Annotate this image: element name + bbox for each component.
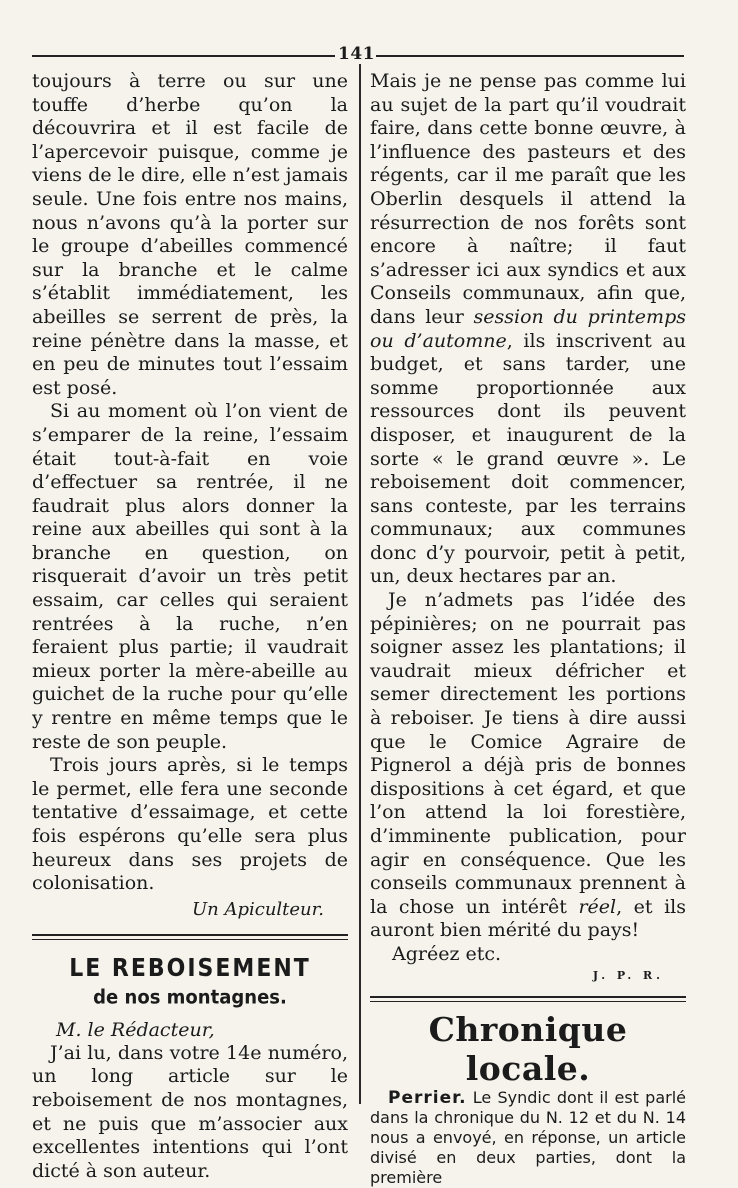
text-run: Le Syndic dont il est parlé dans la chronique du N. 12 et du N. 14 nous a envoyé, en réponse, un article divisé en deux parties, dont la première <box>370 1087 686 1187</box>
chronique-title: Chronique locale. <box>428 1009 628 1088</box>
letter-paragraph: J’ai lu, dans votre 14e numéro, un long article sur le reboisement de nos montagnes, et ne puis que m’associer aux excellentes intentions qui l’ont dicté à son auteur. <box>32 1041 348 1182</box>
chronique-paragraph <box>370 1088 686 1188</box>
page-number: 141 <box>338 44 375 64</box>
section-title: LE REBOISEMENT <box>69 953 311 983</box>
article-paragraph: Si au moment où l’on vient de s’emparer de la reine, l’essaim était tout-à-fait en voie d’effectuer sa rentrée, il ne faudrait plus alors donner la reine aux abeilles qui sont à la branche en question, on risquerait d’avoir un très petit essaim, car celles qui seraient rentrées à la ruche, n’en feraient plus partie; il vaudrait mieux porter la mère-abeille au guichet de la ruche pour qu’elle y rentre en même temps que le reste de son peuple. <box>32 400 348 753</box>
letter-initials: J. P. R. <box>592 968 664 982</box>
letter-paragraph <box>370 589 686 943</box>
letter-salutation: M. le Rédacteur, <box>56 1018 215 1041</box>
article-signature: Un Apiculteur. <box>191 898 324 920</box>
column-divider <box>359 64 361 1104</box>
article-paragraph: Trois jours après, si le temps le permet, elle fera une seconde tentative d’essaimage, et cette fois espérons qu’elle sera plus heureux dans ses projets de colonisation. <box>32 754 348 895</box>
article-paragraph: toujours à terre ou sur une touffe d’herbe qu’on la découvrira et il est facile de l’apercevoir puisque, comme je viens de le dire, elle n’est jamais seule. Une fois entre nos mains, nous n’avons qu’à la porter sur le groupe d’abeilles commencé sur la branche et le calme s’établit immédiatement, les abeilles se serrent de près, la reine pénètre dans la masse, et en peu de minutes tout l’essaim est posé. <box>32 70 348 399</box>
left-column <box>32 70 348 1183</box>
section-rule <box>370 996 686 1002</box>
text-run: , ils inscrivent au budget, et sans tarder, une somme proportionnée aux ressources dont ils peuvent disposer, et inaugurent de la sorte « le grand œuvre ». Le reboisement doit commencer, sans conteste, par les terrains communaux; aux communes donc d’y pourvoir, petit à petit, un, deux hectares par an. <box>370 329 686 588</box>
text-run: , et ils auront bien mérité du pays! <box>370 895 686 942</box>
letter-paragraph <box>370 70 686 589</box>
chronique-place: Perrier. <box>388 1087 467 1108</box>
header-rule-left <box>32 55 335 57</box>
italic-word: réel <box>578 895 617 918</box>
text-run: Je n’admets pas l’idée des pépinières; on ne pourrait pas soigner assez les plantations; il vaudrait mieux défricher et semer directement les portions à reboiser. Je tiens à dire aussi que le Comice Agraire de Pignerol a déjà pris de bonnes dispositions à cet égard, et que l’on attend la loi forestière, d’imminente publication, pour agir en conséquence. Que les conseils communaux prennent à la chose un intérêt <box>370 589 686 918</box>
chronique-body <box>370 1088 686 1188</box>
italic-phrase: session du printemps ou d’automne <box>370 305 686 352</box>
section-rule <box>32 934 348 940</box>
section-subtitle: de nos montagnes. <box>93 985 287 1009</box>
right-column <box>370 70 686 1188</box>
letter-closing: Agréez etc. <box>392 942 502 965</box>
text-run: Mais je ne pense pas comme lui au sujet de la part qu’il voudrait faire, dans cette bonne œuvre, à l’influence des pasteurs et des régents, car il me paraît que les Oberlin desquels il attend la résurrection de nos forêts sont encore à naître; il faut s’adresser ici aux syndics et aux Conseils communaux, afin que, dans leur <box>370 70 686 328</box>
header-rule-right <box>376 55 684 57</box>
